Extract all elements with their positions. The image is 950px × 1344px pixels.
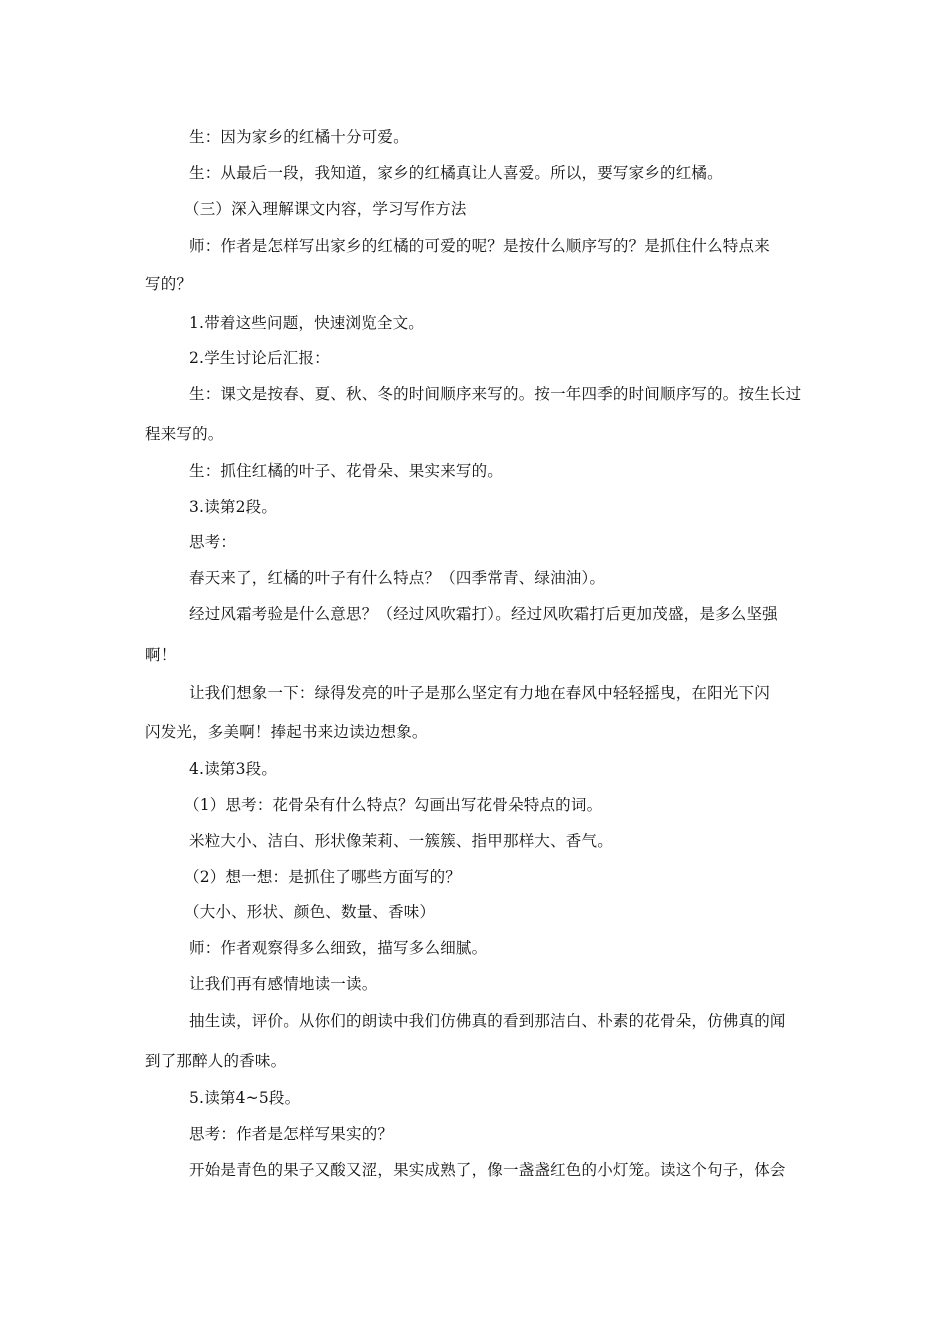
paragraph-line: 抽生读，评价。从你们的朗读中我们仿佛真的看到那洁白、朴素的花骨朵，仿佛真的闻 — [189, 1012, 786, 1030]
paragraph-line: 1.带着这些问题，快速浏览全文。 — [189, 314, 424, 332]
paragraph-line: （2）想一想：是抓住了哪些方面写的？ — [184, 868, 461, 886]
paragraph-line: 到了那醉人的香味。 — [145, 1052, 287, 1070]
paragraph-line: （1）思考：花骨朵有什么特点？勾画出写花骨朵特点的词。 — [184, 796, 603, 814]
paragraph-line: 3.读第2段。 — [189, 498, 278, 516]
paragraph-line: 开始是青色的果子又酸又涩，果实成熟了，像一盏盏红色的小灯笼。读这个句子，体会 — [189, 1161, 786, 1179]
paragraph-line: 生：抓住红橘的叶子、花骨朵、果实来写的。 — [189, 462, 504, 480]
paragraph-line: 闪发光，多美啊！捧起书来边读边想象。 — [145, 723, 428, 741]
paragraph-line: （大小、形状、颜色、数量、香味） — [184, 903, 436, 921]
paragraph-line: 啊！ — [145, 646, 177, 664]
paragraph-line: 程来写的。 — [145, 425, 224, 443]
paragraph-line: 2.学生讨论后汇报： — [189, 349, 330, 367]
paragraph-line: 让我们想象一下：绿得发亮的叶子是那么坚定有力地在春风中轻轻摇曳，在阳光下闪 — [189, 684, 770, 702]
paragraph-line: 春天来了，红橘的叶子有什么特点？（四季常青、绿油油）。 — [189, 569, 606, 587]
section-heading: （三）深入理解课文内容，学习写作方法 — [184, 200, 467, 218]
paragraph-line: 写的？ — [145, 275, 193, 293]
paragraph-line: 思考： — [189, 533, 237, 551]
paragraph-line: 让我们再有感情地读一读。 — [189, 975, 378, 993]
paragraph-line: 5.读第4~5段。 — [189, 1089, 301, 1107]
paragraph-line: 师：作者是怎样写出家乡的红橘的可爱的呢？是按什么顺序写的？是抓住什么特点来 — [189, 237, 770, 255]
paragraph-line: 师：作者观察得多么细致，描写多么细腻。 — [189, 939, 488, 957]
paragraph-line: 生：因为家乡的红橘十分可爱。 — [189, 128, 409, 146]
paragraph-line: 生：课文是按春、夏、秋、冬的时间顺序来写的。按一年四季的时间顺序写的。按生长过 — [189, 385, 802, 403]
paragraph-line: 4.读第3段。 — [189, 760, 278, 778]
paragraph-line: 米粒大小、洁白、形状像茉莉、一簇簇、指甲那样大、香气。 — [189, 832, 613, 850]
paragraph-line: 思考：作者是怎样写果实的？ — [189, 1125, 394, 1143]
paragraph-line: 经过风霜考验是什么意思？（经过风吹霜打）。经过风吹霜打后更加茂盛，是多么坚强 — [189, 605, 778, 623]
paragraph-line: 生：从最后一段，我知道，家乡的红橘真让人喜爱。所以，要写家乡的红橘。 — [189, 164, 723, 182]
